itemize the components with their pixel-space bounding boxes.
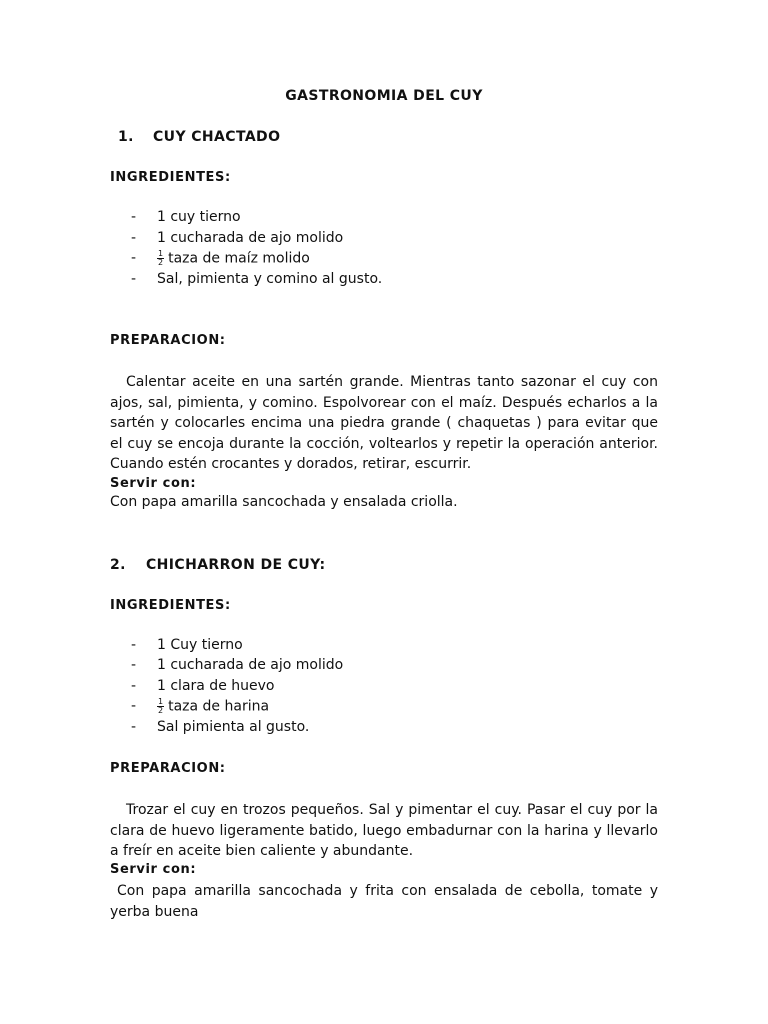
recipe-1-title: CUY CHACTADO <box>153 129 281 145</box>
recipe-1-preparation-heading: PREPARACION: <box>110 333 226 348</box>
recipe-2-serve-heading: Servir con: <box>110 862 197 877</box>
recipe-2-ingredient: 1 clara de huevo <box>157 678 275 694</box>
recipe-2-ingredient: taza de harina <box>168 698 270 715</box>
document-title: GASTRONOMIA DEL CUY <box>285 88 483 104</box>
bullet-dash: - <box>131 698 137 714</box>
recipe-1-ingredients-heading: INGREDIENTES: <box>110 170 231 185</box>
recipe-2-number: 2. <box>110 557 126 573</box>
half-fraction: $\frac{1}{2}$ <box>158 249 164 267</box>
bullet-dash: - <box>131 719 137 735</box>
recipe-1-serve-heading: Servir con: <box>110 476 197 491</box>
bullet-dash: - <box>131 230 137 246</box>
recipe-2-ingredient: 1 cucharada de ajo molido <box>157 657 344 673</box>
half-fraction: $\frac{1}{2}$ <box>158 697 164 715</box>
bullet-dash: - <box>131 209 137 225</box>
recipe-1-ingredient: 1 cuy tierno <box>157 209 241 225</box>
recipe-1-serve-text: Con papa amarilla sancochada y ensalada criolla. <box>110 494 458 510</box>
bullet-dash: - <box>131 250 137 266</box>
recipe-1-ingredient-with-fraction <box>157 250 310 267</box>
bullet-dash: - <box>131 657 137 673</box>
recipe-1-ingredient: 1 cucharada de ajo molido <box>157 230 344 246</box>
bullet-dash: - <box>131 271 137 287</box>
recipe-2-preparation-heading: PREPARACION: <box>110 761 226 776</box>
recipe-2-ingredients-heading: INGREDIENTES: <box>110 598 231 613</box>
recipe-2-ingredient: 1 Cuy tierno <box>157 637 243 653</box>
recipe-2-ingredient: Sal pimienta al gusto. <box>157 719 310 735</box>
recipe-2-preparation-text: Trozar el cuy en trozos pequeños. Sal y pimentar el cuy. Pasar el cuy por la clara de huevo ligeramente batido, luego embadurnar con la harina y llevarlo a freír en aceite bien caliente y abundante. <box>110 802 658 859</box>
recipe-2-serve-text: Con papa amarilla sancochada y frita con ensalada de cebolla, tomate y yerba buena <box>110 883 658 920</box>
recipe-1-ingredient: Sal, pimienta y comino al gusto. <box>157 271 383 287</box>
recipe-1-ingredient: taza de maíz molido <box>168 250 310 267</box>
bullet-dash: - <box>131 678 137 694</box>
recipe-2-title: CHICHARRON DE CUY: <box>146 557 326 573</box>
recipe-2-ingredient-with-fraction <box>157 698 269 715</box>
recipe-1-preparation-text: Calentar aceite en una sartén grande. Mientras tanto sazonar el cuy con ajos, sal, pimienta, y comino. Espolvorear con el maíz. Después echarlos a la sartén y colocarles encima una piedra grande ( chaquetas ) para evitar que el cuy se encoja durante la cocción, voltearlos y repetir la operación anterior. Cuando estén crocantes y dorados, retirar, escurrir. <box>110 374 658 472</box>
bullet-dash: - <box>131 637 137 653</box>
recipe-1-number: 1. <box>118 129 134 145</box>
